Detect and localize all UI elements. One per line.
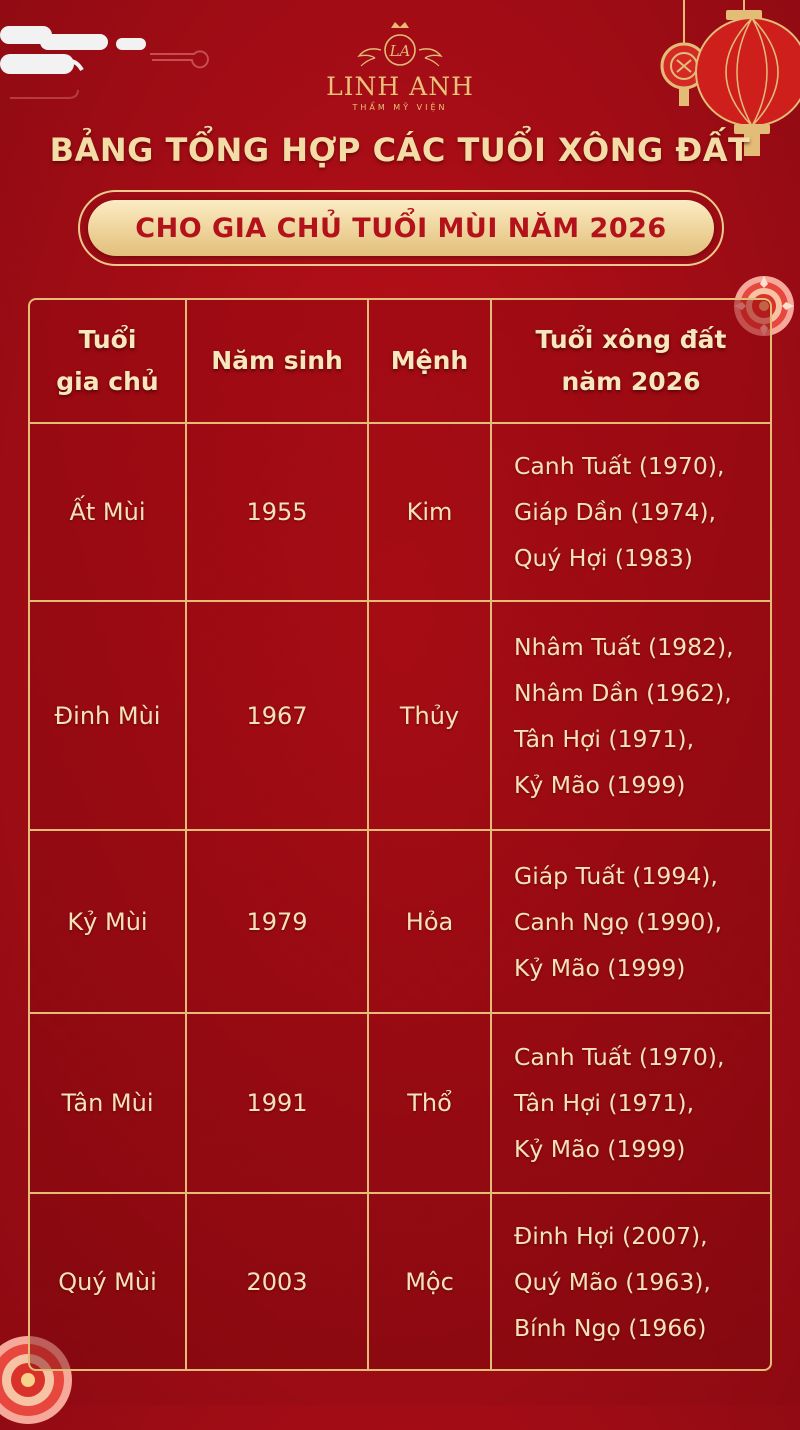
xong-dat-item: Kỷ Mão (1999) bbox=[514, 953, 686, 982]
cell-nam-sinh: 1955 bbox=[186, 423, 368, 601]
header-line: Tuổi xông đất bbox=[535, 325, 727, 354]
xong-dat-item: Quý Mão (1963), bbox=[514, 1267, 711, 1296]
cell-nam-sinh: 1967 bbox=[186, 601, 368, 830]
table-row bbox=[30, 1013, 770, 1193]
table-row bbox=[30, 830, 770, 1013]
cell-menh: Thủy bbox=[368, 601, 491, 830]
xong-dat-item: Giáp Tuất (1994), bbox=[514, 861, 718, 890]
header-line: gia chủ bbox=[56, 367, 159, 396]
xong-dat-item: Canh Ngọ (1990), bbox=[514, 907, 723, 936]
xong-dat-item: Tân Hợi (1971), bbox=[514, 724, 695, 753]
cell-xong-dat bbox=[491, 1013, 770, 1193]
table-row bbox=[30, 1193, 770, 1369]
cell-tuoi: Đinh Mùi bbox=[30, 601, 186, 830]
cell-nam-sinh: 1991 bbox=[186, 1013, 368, 1193]
cell-tuoi: Tân Mùi bbox=[30, 1013, 186, 1193]
xong-dat-item: Giáp Dần (1974), bbox=[514, 498, 716, 526]
cell-xong-dat bbox=[491, 601, 770, 830]
header-nam-sinh: Năm sinh bbox=[186, 300, 368, 423]
cell-menh: Hỏa bbox=[368, 830, 491, 1013]
header-menh: Mệnh bbox=[368, 300, 491, 423]
xong-dat-item: Canh Tuất (1970), bbox=[514, 452, 725, 480]
xong-dat-item: Quý Hợi (1983) bbox=[514, 544, 693, 572]
cell-tuoi: Quý Mùi bbox=[30, 1193, 186, 1369]
table bbox=[30, 300, 770, 1369]
cloud-decoration-icon bbox=[0, 18, 220, 118]
xong-dat-item: Kỷ Mão (1999) bbox=[514, 770, 686, 799]
xong-dat-item: Nhâm Tuất (1982), bbox=[514, 632, 734, 661]
xong-dat-item: Kỷ Mão (1999) bbox=[514, 1135, 686, 1163]
header-tuoi-xong-dat bbox=[491, 300, 770, 423]
crown-monogram-icon bbox=[355, 20, 445, 72]
header-line: năm 2026 bbox=[561, 367, 701, 396]
header-tuoi-gia-chu bbox=[30, 300, 186, 423]
cell-xong-dat bbox=[491, 830, 770, 1013]
xong-dat-item: Đinh Hợi (2007), bbox=[514, 1221, 708, 1250]
cell-tuoi: Kỷ Mùi bbox=[30, 830, 186, 1013]
xong-dat-item: Nhâm Dần (1962), bbox=[514, 678, 732, 707]
brand-name: LINH ANH bbox=[326, 72, 474, 101]
page-title: BẢNG TỔNG HỢP CÁC TUỔI XÔNG ĐẤT bbox=[49, 131, 751, 169]
cell-menh: Thổ bbox=[368, 1013, 491, 1193]
cell-nam-sinh: 2003 bbox=[186, 1193, 368, 1369]
table-row bbox=[30, 423, 770, 601]
cell-menh: Mộc bbox=[368, 1193, 491, 1369]
xong-dat-item: Canh Tuất (1970), bbox=[514, 1043, 725, 1071]
brand-logo bbox=[300, 20, 500, 112]
xong-dat-table bbox=[28, 298, 772, 1371]
xong-dat-item: Tân Hợi (1971), bbox=[514, 1089, 695, 1117]
header-line: Tuổi bbox=[78, 325, 137, 354]
table-row bbox=[30, 601, 770, 830]
cell-xong-dat bbox=[491, 423, 770, 601]
brand-tagline: THẨM MỸ VIỆN bbox=[352, 103, 448, 112]
cell-menh: Kim bbox=[368, 423, 491, 601]
cell-tuoi: Ất Mùi bbox=[30, 423, 186, 601]
table-header-row bbox=[30, 300, 770, 423]
svg-text:LA: LA bbox=[389, 42, 411, 60]
xong-dat-item: Bính Ngọ (1966) bbox=[514, 1313, 707, 1342]
cell-xong-dat bbox=[491, 1193, 770, 1369]
page-subtitle: CHO GIA CHỦ TUỔI MÙI NĂM 2026 bbox=[88, 200, 714, 256]
cell-nam-sinh: 1979 bbox=[186, 830, 368, 1013]
